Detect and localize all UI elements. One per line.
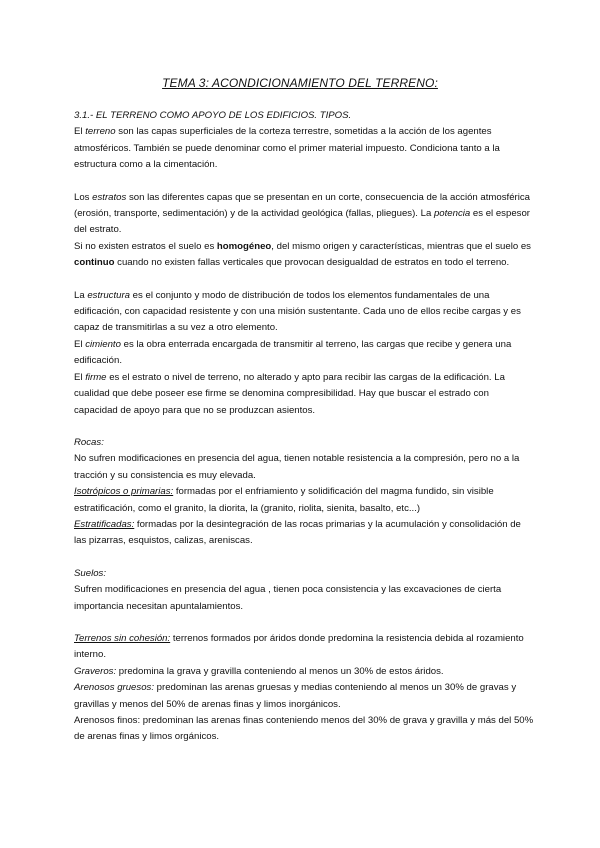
suelos-heading-text: Suelos: xyxy=(74,567,106,579)
section-heading xyxy=(74,108,534,124)
term-cimiento: cimiento xyxy=(85,338,121,350)
text-span: predomina la grava y gravilla conteniendo al menos un 30% de estos áridos. xyxy=(116,665,444,677)
text-span: es la obra enterrada encargada de transmitir al terreno, las cargas que recibe y genera una edificación. xyxy=(74,338,512,367)
paragraph-homogeneo xyxy=(74,239,534,272)
term-arenosos-gruesos: Arenosos gruesos: xyxy=(74,682,154,694)
paragraph-isotropicas xyxy=(74,484,534,517)
text-span: son las diferentes capas que se presentan en un corte, consecuencia de la acción atmosférica (erosión, transporte, sedimentación) y de la actividad geológica (fallas, pliegues). La xyxy=(74,191,530,220)
spacer xyxy=(74,550,534,566)
text-span: La xyxy=(74,289,88,301)
paragraph-estratificadas xyxy=(74,517,534,550)
term-potencia: potencia xyxy=(433,208,471,220)
term-terreno: terreno xyxy=(85,126,116,138)
paragraph-sin-cohesion xyxy=(74,631,534,664)
text-span: El xyxy=(74,338,86,350)
document-title: TEMA 3: ACONDICIONAMIENTO DEL TERRENO: xyxy=(162,76,438,90)
term-isotropicas: Isotrópicos o primarias: xyxy=(74,486,174,498)
text-span: formadas por la desintegración de las rocas primarias y la acumulación y consolidación de las pizarras, esquistos, calizas, areniscas. xyxy=(74,518,521,547)
spacer xyxy=(74,615,534,631)
term-graveros: Graveros: xyxy=(74,665,117,677)
text-span: es el espesor del estrato. xyxy=(74,208,530,236)
text-span: es el estrato o nivel de terreno, no alterado y apto para recibir las cargas de la edificación. La cualidad que debe poseer ese firme se denomina compresibilidad. Hay que buscar el estrado con capacidad de apoyo para que no se produzcan asientos. xyxy=(74,371,505,416)
text-span: cuando no existen fallas verticales que provocan desigualdad de estratos en todo el terreno. xyxy=(114,257,510,269)
term-estratificadas: Estratificadas: xyxy=(74,518,135,530)
text-span: , del mismo origen y características, mientras que el suelo es xyxy=(271,240,531,252)
term-continuo: continuo xyxy=(74,257,115,269)
suelos-heading xyxy=(74,566,534,582)
section-heading-text: 3.1.- EL TERRENO COMO APOYO DE LOS EDIFICIOS. TIPOS. xyxy=(74,110,352,121)
text-span: terrenos formados por áridos donde predomina la resistencia debida al rozamiento interno. xyxy=(74,632,524,661)
paragraph-estructura xyxy=(74,288,534,337)
text-span: predominan las arenas gruesas y medias conteniendo al menos un 30% de gravas y gravillas y menos del 50% de arenas finas y limos inorgánicos. xyxy=(74,682,517,710)
text-span: son las capas superficiales de la corteza terrestre, sometidas a la acción de los agentes atmosféricos. También se puede denominar como el primer material impuesto. Condiciona tanto a la estructura como a la cimentación. xyxy=(74,126,500,171)
document-body xyxy=(74,108,534,746)
text-span: Los xyxy=(74,191,93,203)
paragraph-suelos: Sufren modificaciones en presencia del agua , tienen poca consistencia y las excavaciones de cierta importancia necesitan apuntalamientos. xyxy=(74,584,502,612)
paragraph-estratos xyxy=(74,190,534,239)
text-span: El xyxy=(74,371,86,383)
paragraph-graveros xyxy=(74,664,534,680)
text-span: El xyxy=(74,126,86,138)
paragraph-cimiento xyxy=(74,337,534,370)
paragraph-firme xyxy=(74,370,534,419)
spacer xyxy=(74,272,534,288)
text-span: formadas por el enfriamiento y solidificación del magma fundido, sin visible estratificación, como el granito, la diorita, la (granito, riolita, sienita, basalto, etc...) xyxy=(74,486,494,514)
spacer xyxy=(74,419,534,435)
paragraph-rocas: No sufren modificaciones en presencia del agua, tienen notable resistencia a la compresión, pero no a la tracción y su consistencia es muy elevada. xyxy=(74,453,520,481)
text-span: Si no existen estratos el suelo es xyxy=(74,240,217,252)
paragraph-arenosos-finos: Arenosos finos: predominan las arenas finas conteniendo menos del 30% de grava y gravilla y más del 50% de arenas finas y limos orgánicos. xyxy=(74,715,534,743)
term-estructura: estructura xyxy=(87,289,131,301)
paragraph-arenosos-gruesos xyxy=(74,680,534,713)
rocas-heading xyxy=(74,435,534,451)
paragraph-terreno xyxy=(74,124,534,173)
rocas-heading-text: Rocas: xyxy=(74,436,104,448)
term-sin-cohesion: Terrenos sin cohesión: xyxy=(74,632,171,644)
text-span: es el conjunto y modo de distribución de todos los elementos fundamentales de una edificación, con capacidad resistente y con una misión sustentante. Cada uno de ellos recibe cargas y es capaz de transmitirlas a su vez a otro elemento. xyxy=(74,289,521,334)
spacer xyxy=(74,174,534,190)
term-estratos: estratos xyxy=(92,191,127,203)
term-homogeneo: homogéneo xyxy=(216,240,272,252)
term-firme: firme xyxy=(85,371,107,383)
